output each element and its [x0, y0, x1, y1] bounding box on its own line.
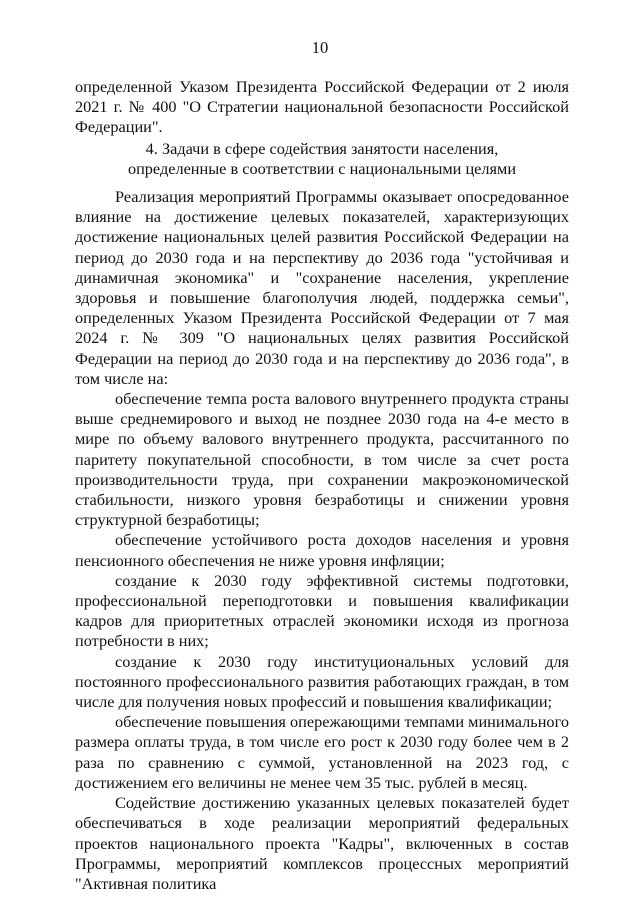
body-paragraph-gdp-growth: обеспечение темпа роста валового внутреннего продукта страны выше среднемирового и выход не позднее 2030 года на 4-е место в мире по объему валового внутреннего продукта, рассчитанного по паритету покупательной способности, в том числе за счет роста производительности труда, при сохранении макроэкономической стабильности, низкого уровня безработицы и снижении уровня структурной безработицы; — [75, 389, 569, 530]
body-paragraph-training-system: создание к 2030 году эффективной системы подготовки, профессиональной переподготовки и повышения квалификации кадров для приоритетных отраслей экономики исходя из прогноза потребности в них; — [75, 570, 569, 651]
section-heading-line-1: 4. Задачи в сфере содействия занятости населения, — [145, 139, 499, 158]
body-paragraph-implementation: Содействие достижению указанных целевых показателей будет обеспечиваться в ходе реализации мероприятий федеральных проектов национального проекта "Кадры", включенных в состав Программы, мероприятий комплексов процессных мероприятий "Активная политика — [75, 793, 569, 893]
body-paragraph-intro: Реализация мероприятий Программы оказывает опосредованное влияние на достижение целевых показателей, характеризующих достижение национальных целей развития Российской Федерации на период до 2030 года и на перспективу до 2036 года "устойчивая и динамичная экономика" и "сохранение населения, укрепление здоровья и повышение благополучия людей, поддержка семьи", определенных Указом Президента Российской Федерации от 7 мая 2024 г. № 309 "О национальных целях развития Российской Федерации на период до 2030 года и на перспективу до 2036 года", в том числе на: — [75, 187, 569, 388]
page-number: 10 — [311, 38, 329, 57]
lead-paragraph-block — [75, 77, 569, 138]
section-heading-line-2: определенные в соответствии с национальными целями — [127, 159, 517, 179]
body-paragraph-minimum-wage: обеспечение повышения опережающими темпами минимального размера оплаты труда, в том числе его рост к 2030 году более чем в 2 раза по сравнению с суммой, установленной на 2023 год, с достижением его величины не менее чем 35 тыс. рублей в месяц. — [75, 712, 569, 792]
lead-paragraph: определенной Указом Президента Российской Федерации от 2 июля 2021 г. № 400 "О Стратегии национальной безопасности Российской Федерации". — [75, 77, 569, 137]
body-paragraph-professional-development: создание к 2030 году институциональных условий для постоянного профессионального развития работающих граждан, в том числе для получения новых профессий и повышения квалификации; — [75, 651, 569, 712]
section-heading — [75, 139, 569, 179]
body-paragraph-income-growth: обеспечение устойчивого роста доходов населения и уровня пенсионного обеспечения не ниже уровня инфляции; — [75, 530, 569, 570]
section-body — [75, 187, 569, 894]
